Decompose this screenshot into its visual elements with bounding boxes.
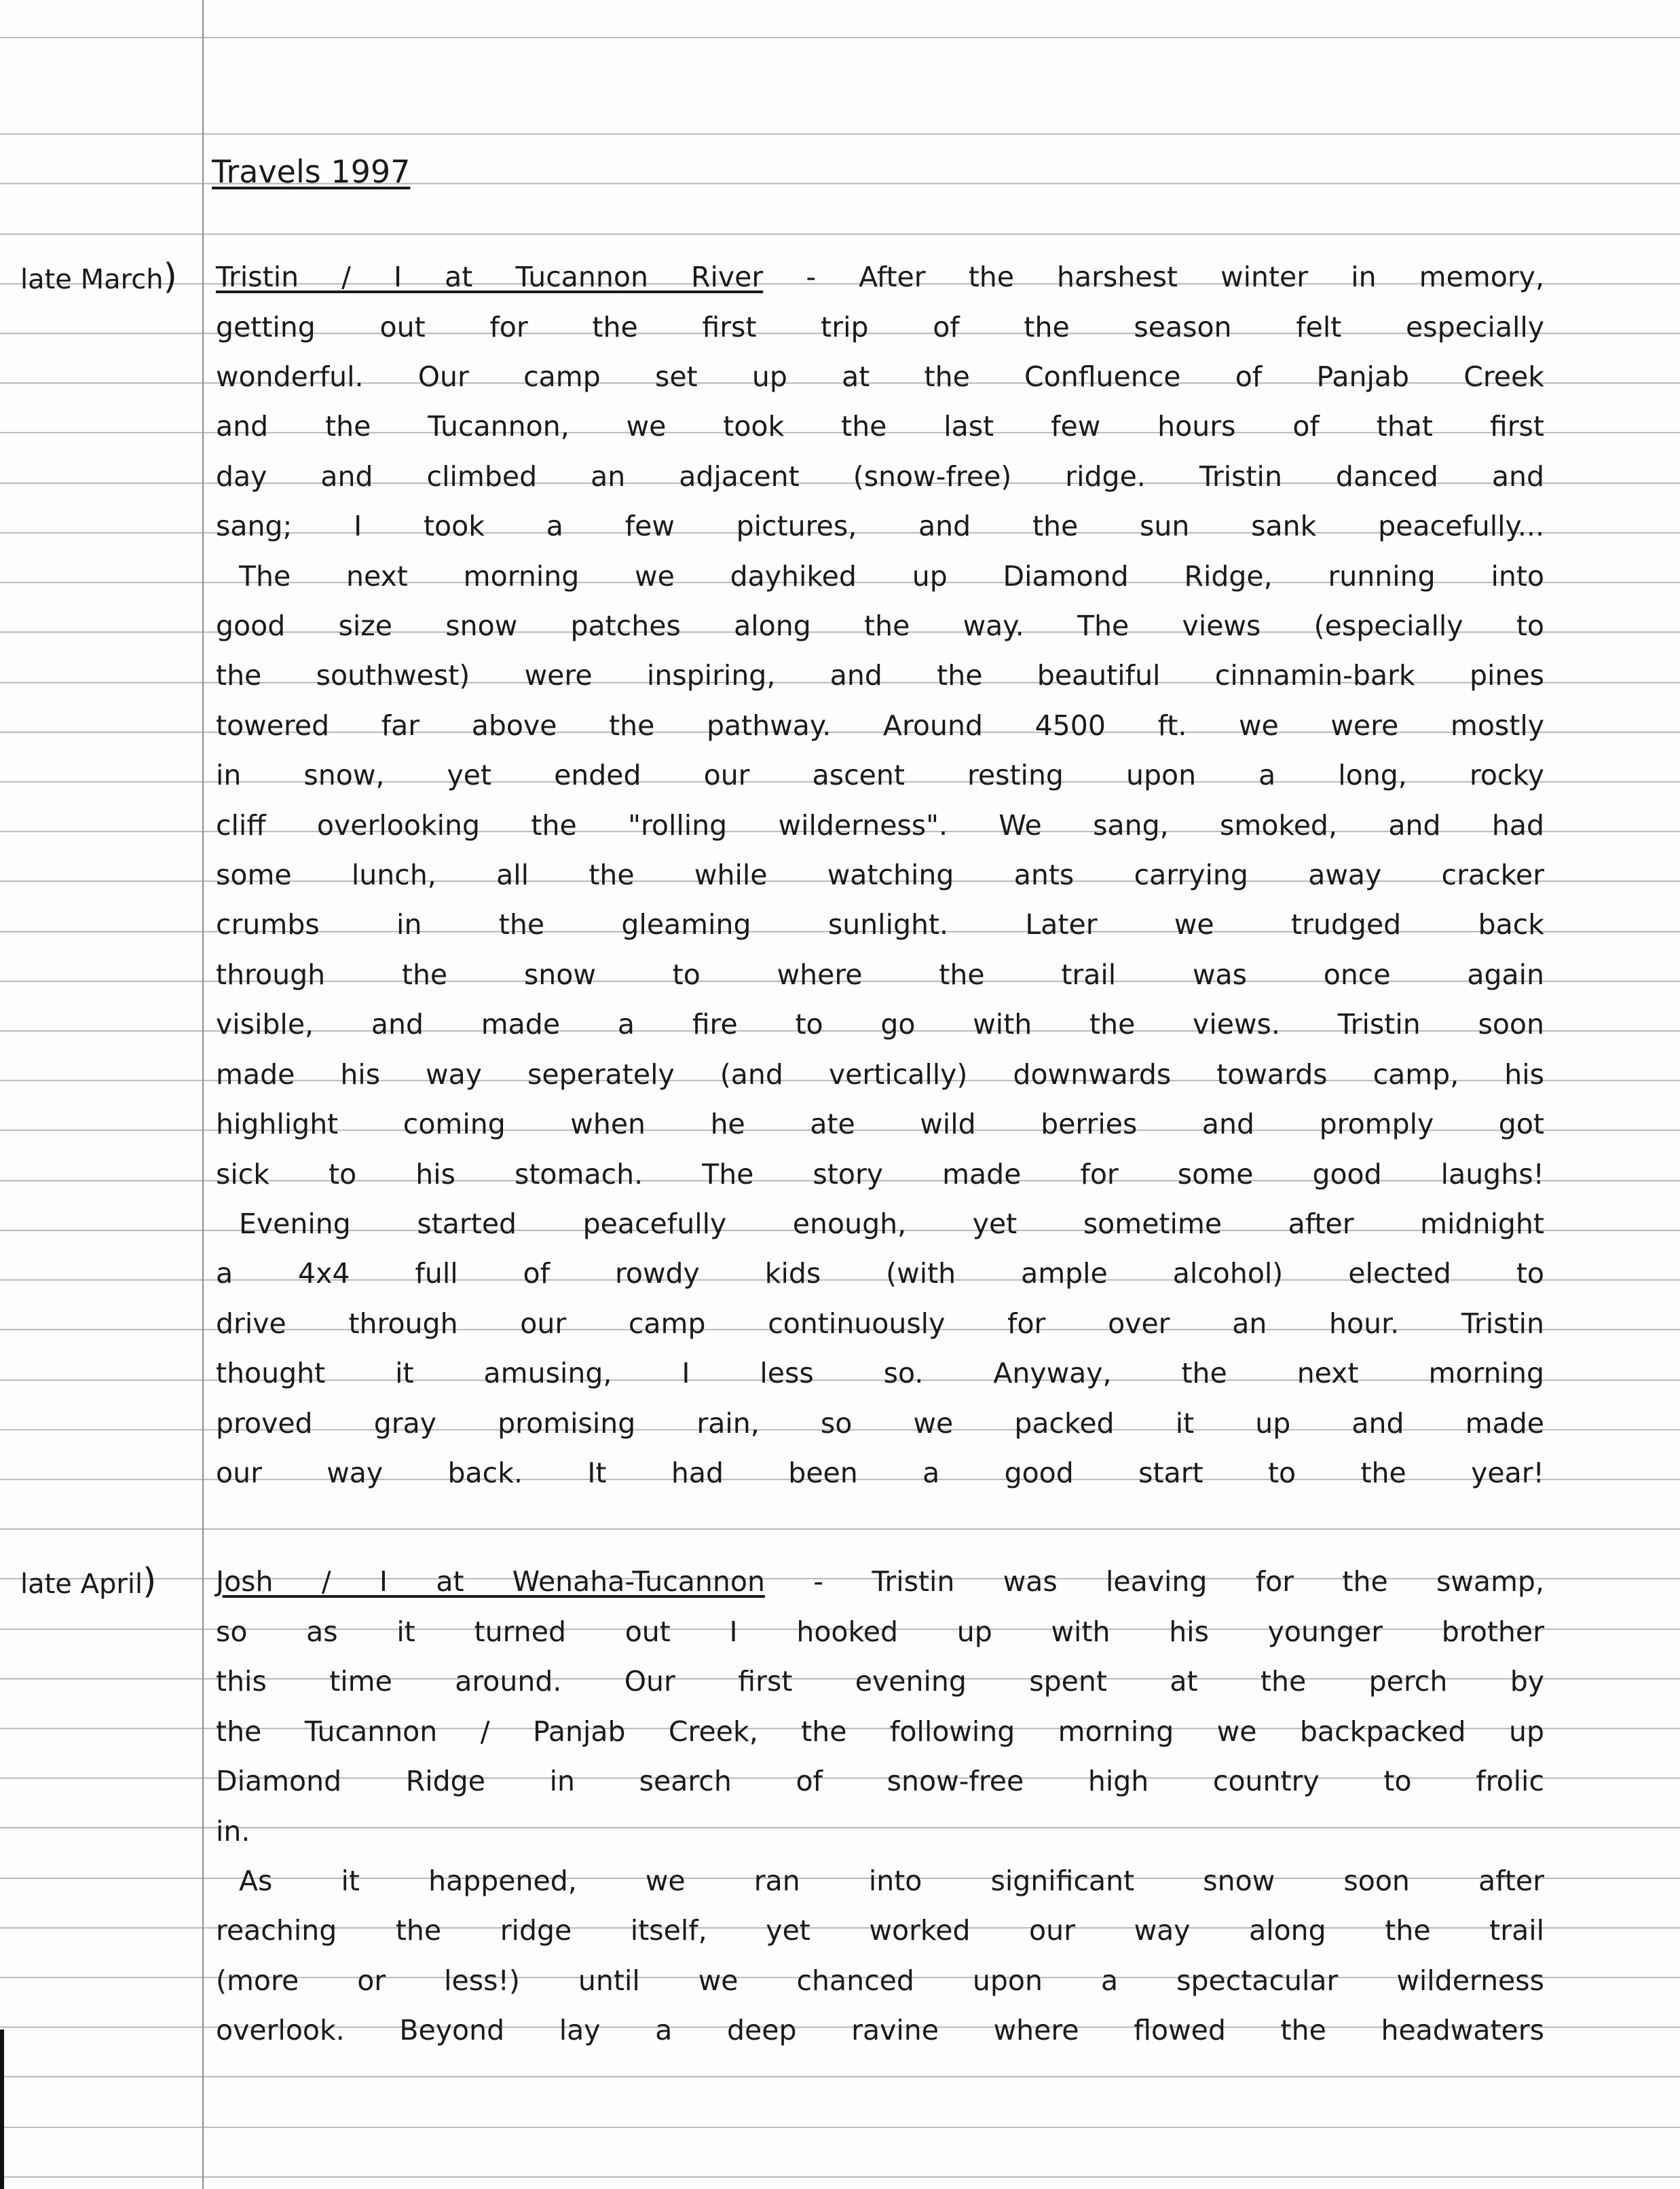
entry-line: proved gray promising rain, so we packed it up and made xyxy=(216,1407,1544,1440)
entry-line: in snow, yet ended our ascent resting upon a long, rocky xyxy=(216,759,1544,791)
entry-date-text: late April xyxy=(20,1569,143,1600)
entry-heading: Tristin / I at Tucannon River xyxy=(216,261,764,293)
entry-line: day and climbed an adjacent (snow-free) ridge. Tristin danced and xyxy=(216,460,1544,493)
entry-line: cliff overlooking the "rolling wilderness". We sang, smoked, and had xyxy=(216,809,1544,842)
entry-line: reaching the ridge itself, yet worked our way along the trail xyxy=(216,1914,1544,1947)
entry-line: in. xyxy=(216,1815,250,1848)
entry-line: - Tristin was leaving for the swamp, xyxy=(813,1565,1544,1598)
entry-line: made his way seperately (and vertically) downwards towards camp, his xyxy=(216,1058,1544,1091)
entry-line: wonderful. Our camp set up at the Confluence of Panjab Creek xyxy=(216,360,1544,393)
entry-line: crumbs in the gleaming sunlight. Later we trudged back xyxy=(216,908,1544,941)
entry-line: drive through our camp continuously for over an hour. Tristin xyxy=(216,1307,1544,1340)
entry-line: the Tucannon / Panjab Creek, the following morning we backpacked up xyxy=(216,1715,1544,1748)
entry-heading: Josh / I at Wenaha-Tucannon xyxy=(216,1565,765,1598)
entry-line: Evening started peacefully enough, yet sometime after midnight xyxy=(239,1208,1544,1240)
entry-line: good size snow patches along the way. The views (especially to xyxy=(216,610,1544,642)
entry-line: and the Tucannon, we took the last few hours of that first xyxy=(216,410,1544,443)
entry-date-late-april: late April) xyxy=(20,1561,157,1602)
entry-line: through the snow to where the trail was once again xyxy=(216,958,1544,991)
entry-line: our way back. It had been a good start to the year! xyxy=(216,1457,1544,1489)
entry-line: a 4x4 full of rowdy kids (with ample alcohol) elected to xyxy=(216,1257,1544,1290)
entry-line: - After the harshest winter in memory, xyxy=(806,261,1544,293)
entry-line: As it happened, we ran into significant snow soon after xyxy=(239,1865,1544,1897)
entry-date-late-march: late March) xyxy=(20,257,177,297)
entry-line: this time around. Our first evening spent at the perch by xyxy=(216,1665,1544,1698)
margin-rule xyxy=(202,0,204,2189)
entry-line: highlight coming when he ate wild berries and promply got xyxy=(216,1108,1544,1140)
entry-line: sang; I took a few pictures, and the sun sank peacefully... xyxy=(216,510,1544,542)
entry-line: Diamond Ridge in search of snow-free high country to frolic xyxy=(216,1765,1544,1797)
entry-date-text: late March xyxy=(20,264,164,295)
entry-line: visible, and made a fire to go with the views. Tristin soon xyxy=(216,1008,1544,1041)
journal-title: Travels 1997 xyxy=(212,153,411,190)
entry-line: so as it turned out I hooked up with his younger brother xyxy=(216,1615,1544,1648)
entry-line: the southwest) were inspiring, and the beautiful cinnamin-bark pines xyxy=(216,659,1544,692)
entry-line: sick to his stomach. The story made for some good laughs! xyxy=(216,1158,1544,1191)
entry-first-line xyxy=(216,261,1544,299)
entry-line: The next morning we dayhiked up Diamond Ridge, running into xyxy=(239,560,1544,593)
entry-line: getting out for the first trip of the season felt especially xyxy=(216,311,1544,343)
entry-line: thought it amusing, I less so. Anyway, the next morning xyxy=(216,1357,1544,1389)
entry-line: some lunch, all the while watching ants carrying away cracker xyxy=(216,859,1544,891)
scan-edge-mark xyxy=(0,2029,4,2189)
entry-line: overlook. Beyond lay a deep ravine where flowed the headwaters xyxy=(216,2014,1544,2046)
entry-line: (more or less!) until we chanced upon a spectacular wilderness xyxy=(216,1964,1544,1997)
entry-first-line xyxy=(216,1565,1544,1603)
entry-line: towered far above the pathway. Around 4500 ft. we were mostly xyxy=(216,709,1544,742)
